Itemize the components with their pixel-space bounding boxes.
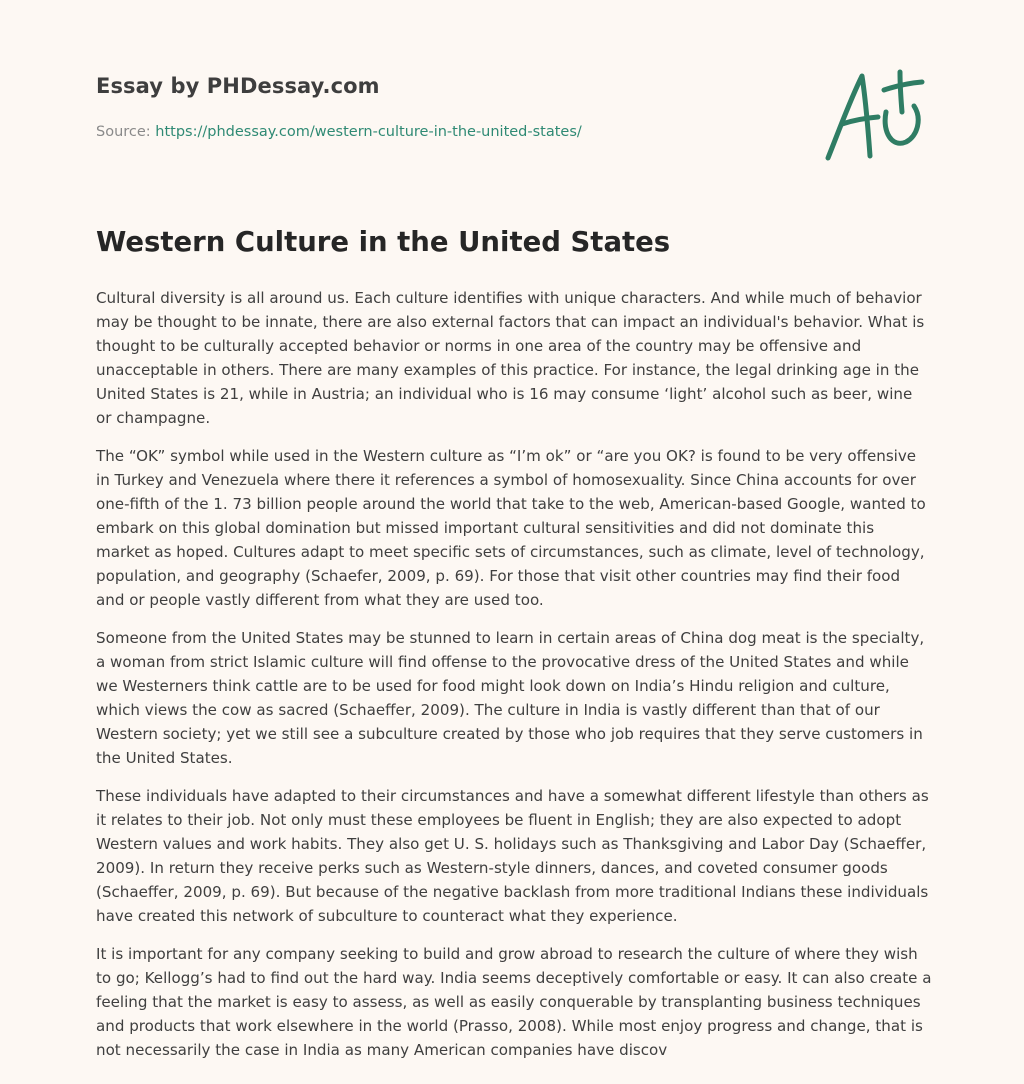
essay-header [96, 74, 836, 140]
essay-body [96, 286, 932, 1076]
logo-plus-horizontal [884, 82, 922, 90]
essay-paragraph: These individuals have adapted to their circumstances and have a somewhat different lifestyle than others as it relates to their job. Not only must these employees be fluent in English; they are also expected to adopt Western values and work habits. They also get U. S. holidays such as Thanksgiving and Labor Day (Schaeffer, 2009). In return they receive perks such as Western-style dinners, dances, and coveted consumer goods (Schaeffer, 2009, p. 69). But because of the negative backlash from more traditional Indians these individuals have created this network of subculture to counteract what they experience. [96, 787, 929, 925]
essay-title: Western Culture in the United States [96, 226, 671, 258]
source-label: Source: [96, 124, 156, 140]
source-line [96, 124, 836, 140]
essay-paragraph: It is important for any company seeking to build and grow abroad to research the culture of where they wish to go; Kellogg’s had to find out the hard way. India seems deceptively comfortable or easy. It can also create a feeling that the market is easy to assess, as well as easily conquerable by transplanting business techniques and products that work elsewhere in the world (Prasso, 2008). While most enjoy progress and change, that is not necessarily the case in India as many American companies have discov [96, 945, 932, 1059]
a-plus-logo-icon [818, 66, 930, 166]
essay-paragraph: Someone from the United States may be stunned to learn in certain areas of China dog meat is the specialty, a woman from strict Islamic culture will find offense to the provocative dress of the United States and while we Westerners think cattle are to be used for food might look down on India’s Hindu religion and culture, which views the cow as sacred (Schaeffer, 2009). The culture in India is vastly different than that of our Western society; yet we still see a subculture created by those who job requires that they serve customers in the United States. [96, 629, 925, 767]
logo-a-crossbar [842, 117, 878, 124]
source-link[interactable]: https://phdessay.com/western-culture-in-the-united-states/ [155, 124, 582, 140]
logo-plus-vertical [900, 72, 902, 112]
brand-title: Essay by PHDessay.com [96, 74, 380, 98]
essay-paragraph: Cultural diversity is all around us. Each culture identifies with unique characters. And while much of behavior may be thought to be innate, there are also external factors that can impact an individual's behavior. What is thought to be culturally accepted behavior or norms in one area of the country may be offensive and unacceptable in others. There are many examples of this practice. For instance, the legal drinking age in the United States is 21, while in Austria; an individual who is 16 may consume ‘light’ alcohol such as beer, wine or champagne. [96, 289, 925, 427]
essay-paragraph: The “OK” symbol while used in the Western culture as “I’m ok” or “are you OK? is found to be very offensive in Turkey and Venezuela where there it references a symbol of homosexuality. Since China accounts for over one-fifth of the 1. 73 billion people around the world that take to the web, American-based Google, wanted to embark on this global domination but missed important cultural sensitivities and did not dominate this market as hoped. Cultures adapt to meet specific sets of circumstances, such as climate, level of technology, population, and geography (Schaefer, 2009, p. 69). For those that visit other countries may find their food and or people vastly different from what they are used too. [96, 447, 926, 609]
